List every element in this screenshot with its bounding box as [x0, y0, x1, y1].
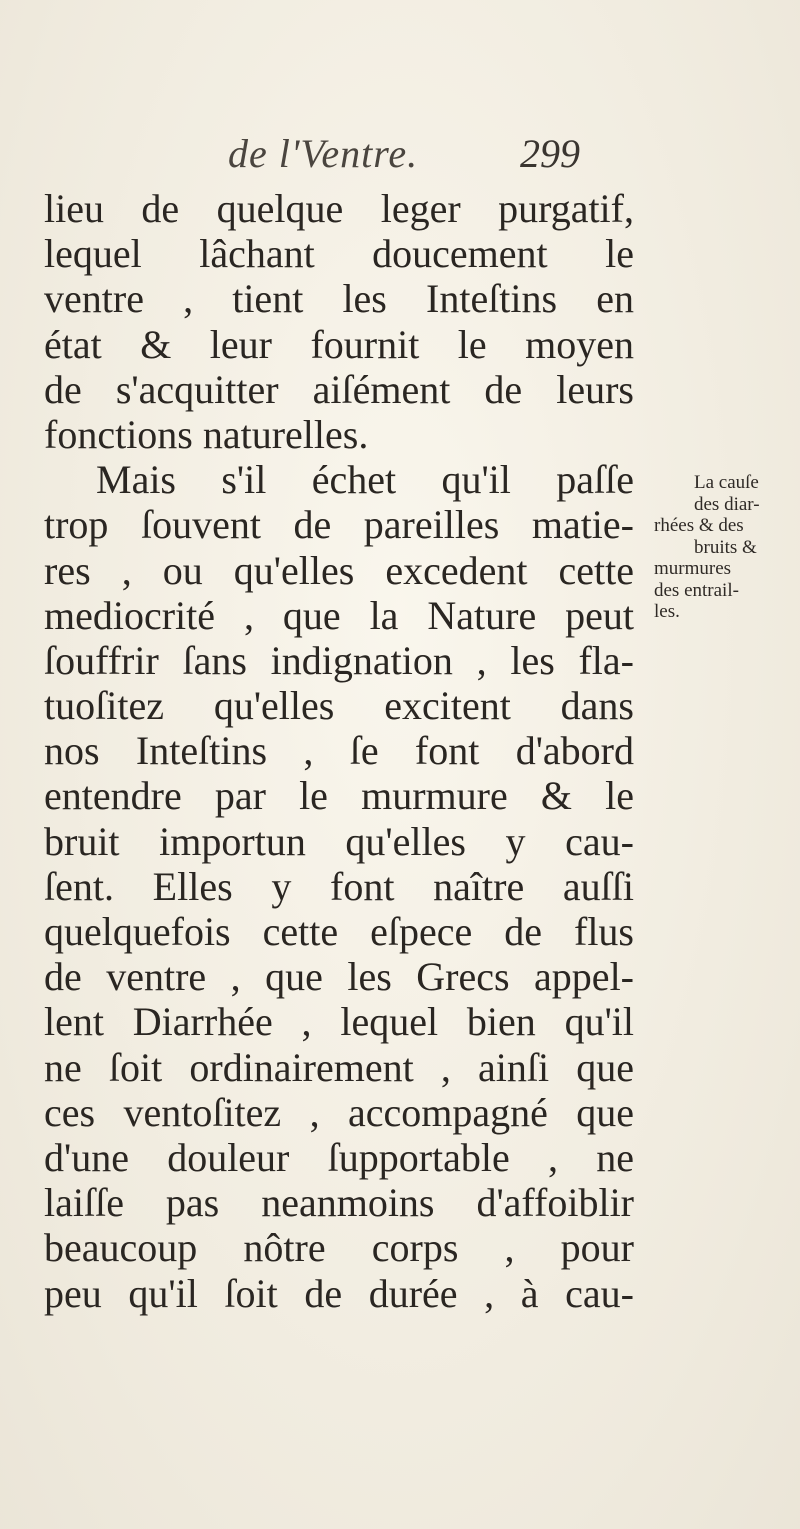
margin-note-line: bruits &: [694, 536, 757, 558]
margin-note: [654, 472, 774, 623]
running-head-title: de l'Ventre.: [228, 131, 419, 176]
text-line: mediocrité , que la Nature peut: [44, 592, 634, 638]
text-line: quelquefois cette eſpece de flus: [44, 909, 634, 954]
text-line: d'une douleur ſupportable , ne: [44, 1134, 634, 1180]
text-line: bruit importun qu'elles y cau-: [44, 818, 634, 864]
text-line: tuoſitez qu'elles excitent dans: [44, 683, 634, 729]
text-line: ces ventoſitez , accompagné que: [44, 1089, 634, 1135]
margin-note-line: murmures: [654, 558, 732, 579]
text-line: de s'acquitter aiſément de leurs: [44, 366, 634, 412]
margin-note-line: La cauſe: [694, 472, 759, 493]
margin-note-line: rhées & des: [654, 515, 744, 536]
margin-note-line: les.: [654, 601, 680, 622]
text-line: fonctions naturelles.: [44, 411, 369, 457]
text-line: état & leur fournit le moyen: [44, 321, 634, 367]
margin-note-line: des diar-: [694, 493, 760, 515]
text-line: ſouffrir ſans indignation , les fla-: [44, 637, 634, 683]
margin-note-line: des entrail-: [654, 579, 739, 601]
text-line: Mais s'il échet qu'il paſſe: [96, 457, 634, 503]
body-text: [44, 186, 634, 1316]
page-number: 299: [520, 131, 580, 176]
text-line: ne ſoit ordinairement , ainſi que: [44, 1044, 634, 1090]
text-line: laiſſe pas neanmoins d'affoiblir: [44, 1180, 634, 1226]
text-line: entendre par le murmure & le: [44, 773, 634, 819]
text-line: de ventre , que les Grecs appel-: [44, 954, 634, 1000]
text-line: lieu de quelque leger purgatif,: [44, 186, 634, 231]
text-line: ſent. Elles y font naître auſſi: [44, 863, 634, 909]
running-head: [0, 130, 800, 180]
text-line: trop ſouvent de pareilles matie-: [44, 502, 634, 548]
text-line: res , ou qu'elles excedent cette: [44, 547, 634, 593]
text-line: lequel lâchant doucement le: [44, 231, 634, 277]
text-line: peu qu'il ſoit de durée , à cau-: [44, 1270, 634, 1316]
text-line: lent Diarrhée , lequel bien qu'il: [44, 999, 634, 1045]
text-line: nos Inteſtins , ſe font d'abord: [44, 728, 634, 774]
text-line: ventre , tient les Inteſtins en: [44, 276, 634, 322]
text-line: beaucoup nôtre corps , pour: [44, 1225, 634, 1271]
